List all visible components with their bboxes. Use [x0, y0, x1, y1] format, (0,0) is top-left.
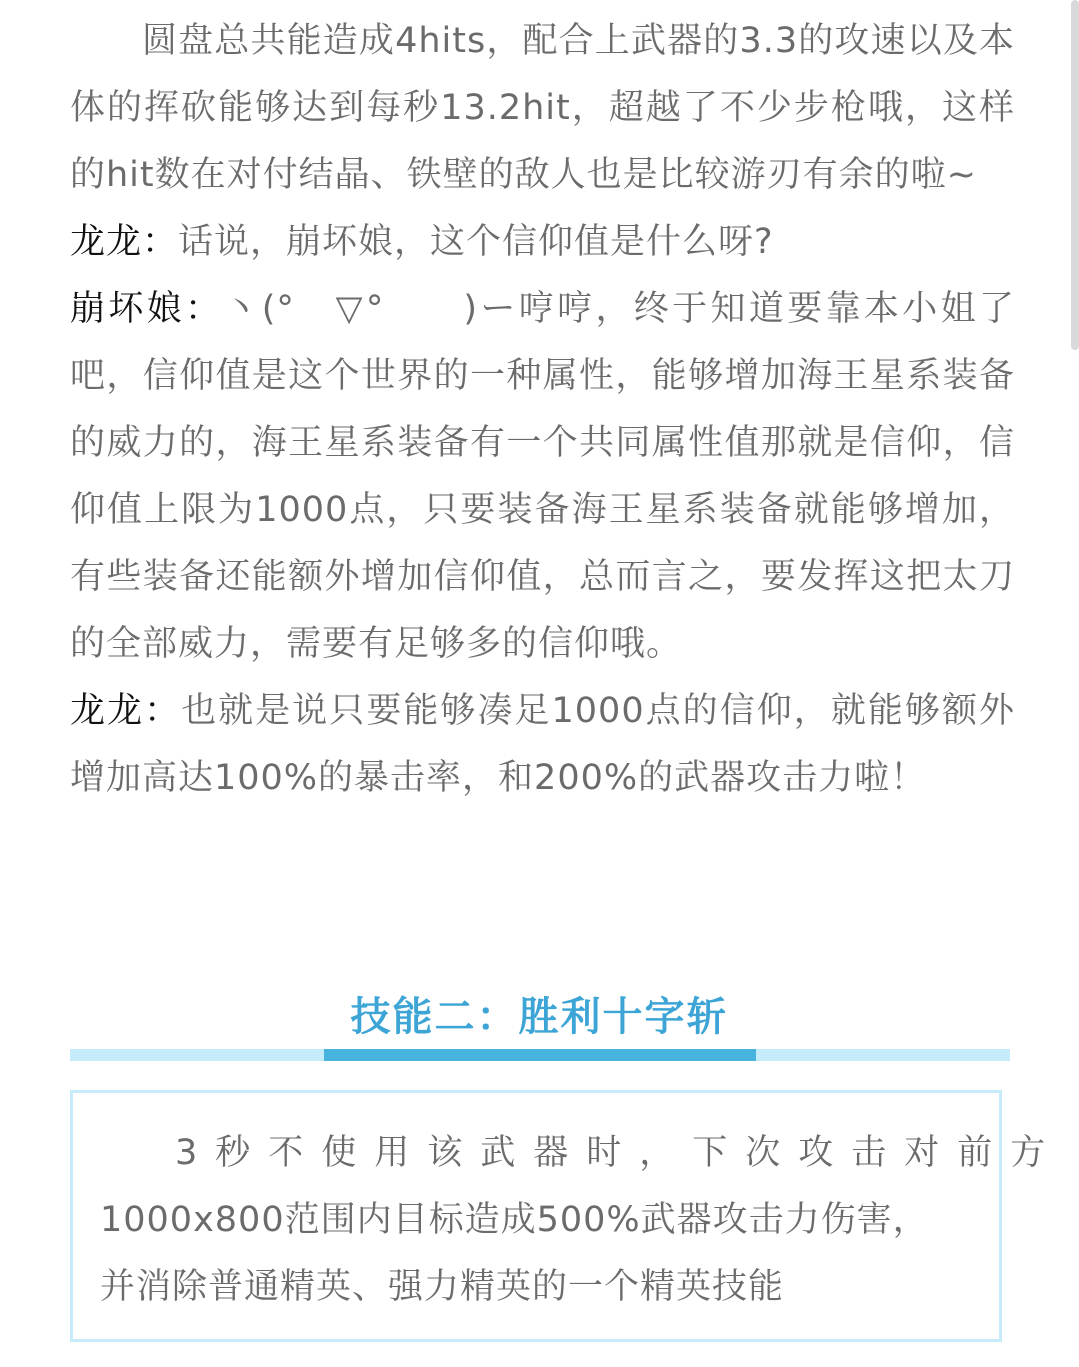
section-title: 技能二：胜利十字斩 — [350, 994, 729, 1040]
section-divider-highlight — [324, 1049, 756, 1061]
dialogue-line-3 — [70, 678, 1015, 812]
dialogue-text: 话说，崩坏娘，这个信仰值是什么呀? — [178, 222, 774, 262]
article-body — [70, 8, 1015, 812]
speaker-label: 龙龙： — [70, 691, 182, 731]
paragraph-disc-hits: 圆盘总共能造成4hits，配合上武器的3.3的攻速以及本体的挥砍能够达到每秒13.2hit，超越了不少步枪哦，这样的hit数在对付结晶、铁壁的敌人也是比较游刃有余的啦~ — [70, 21, 1015, 195]
speaker-label: 龙龙： — [70, 222, 179, 262]
dialogue-line-1 — [70, 209, 1015, 276]
dialogue-text: 也就是说只要能够凑足1000点的信仰，就能够额外增加高达100%的暴击率，和200%的武器攻击力啦！ — [70, 691, 1015, 798]
dialogue-text: 丶(° ▽° )ー哼哼，终于知道要靠本小姐了吧，信仰值是这个世界的一种属性，能够增加海王星系装备的威力的，海王星系装备有一个共同属性值那就是信仰，信仰值上限为1000点，只要装备海王星系装备就能够增加，有些装备还能额外增加信仰值，总而言之，要发挥这把太刀的全部威力，需要有足够多的信仰哦。 — [70, 289, 1015, 664]
scrollbar[interactable] — [1071, 0, 1079, 350]
dialogue-line-2 — [70, 276, 1015, 678]
speaker-label: 崩坏娘： — [70, 289, 224, 329]
skill-line: 并消除普通精英、强力精英的一个精英技能 — [100, 1267, 785, 1307]
skill-description — [100, 1120, 1064, 1321]
skill-line: 1000x800范围内目标造成500%武器攻击力伤害， — [100, 1200, 929, 1240]
skill-line: 3秒不使用该武器时，下次攻击对前方 — [175, 1133, 1064, 1173]
